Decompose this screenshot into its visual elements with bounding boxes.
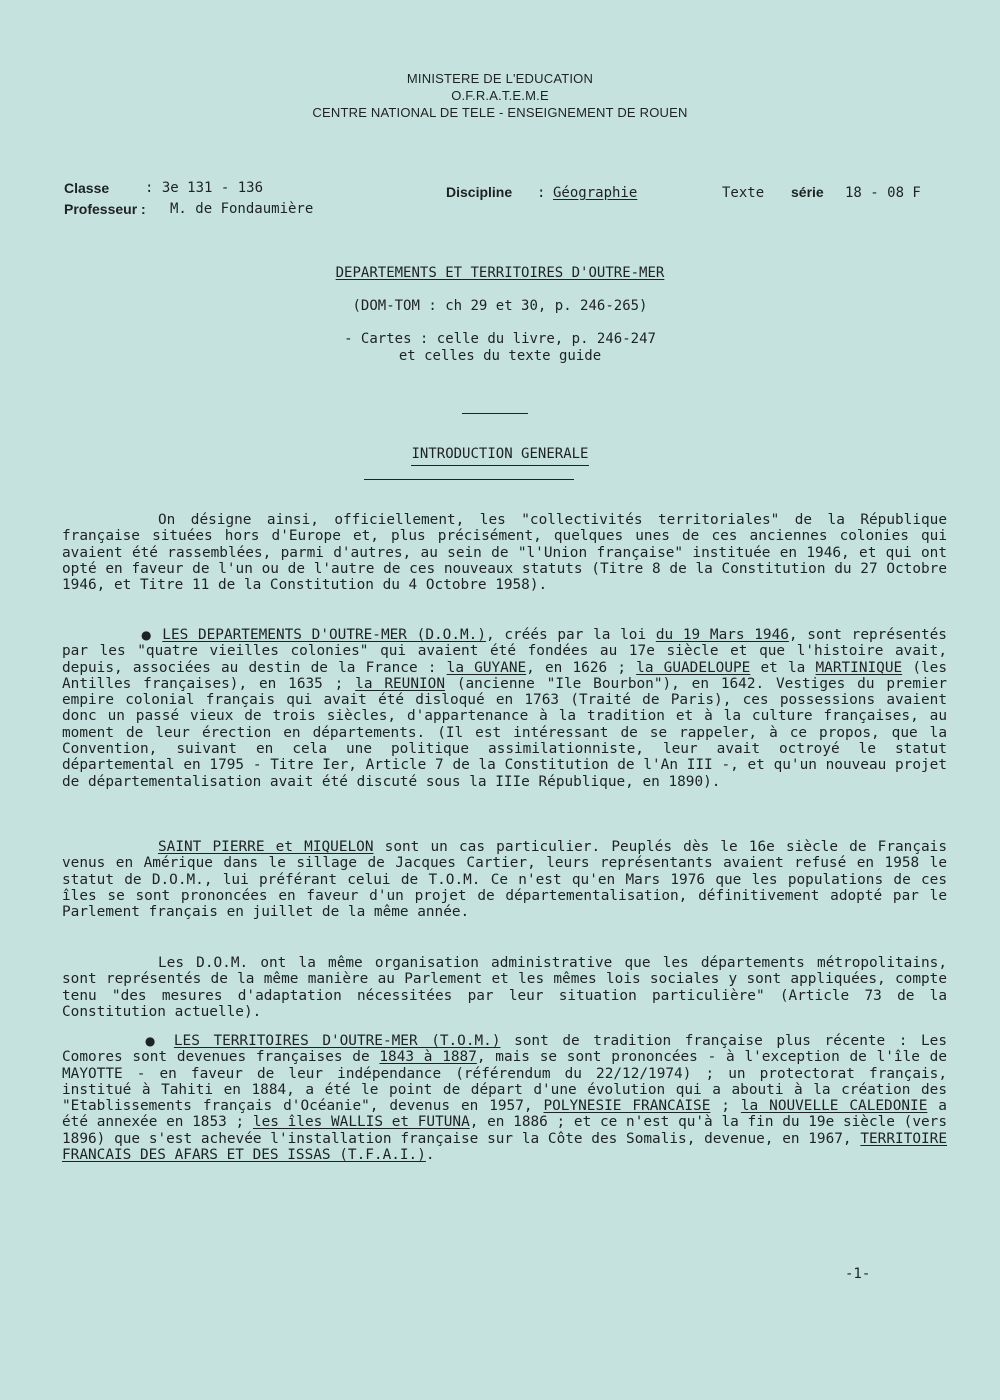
paragraph-dom: ● LES DEPARTEMENTS D'OUTRE-MER (D.O.M.), créés par la loi du 19 Mars 1946, sont représentés par les "quatre vieilles colonies" qui avaient été fondées au 17e siècle et que l'histoire avait, depuis, associées au destin de la France : la GUYANE, en 1626 ; la GUADELOUPE et la MARTINIQUE (les Antilles françaises), en 1635 ; la REUNION (ancienne "Ile Bourbon"), en 1642. Vestiges du premier empire colonial français qui avait été disloqué en 1763 (Traité de Paris), ces possessions avaient donc un passé vieux de trois siècles, d'appartenance à la tradition et à la culture françaises, au moment de leur érection en départements. (Il est intéressant de se rappeler, à ce propos, que la Convention, suivant en cela une politique assimilationniste, leur avait octroyé le statut départemental en 1795 - Titre Ier, Article 7 de la Constitution de l'An III -, et qu'un nouveau projet de départementalisation avait été discuté sous la IIIe République, en 1890).: [62, 627, 947, 790]
discipline-colon: :: [537, 185, 546, 201]
intro-heading: INTRODUCTION GENERALE: [0, 446, 1000, 466]
document-subtitle: (DOM-TOM : ch 29 et 30, p. 246-265): [352, 298, 648, 314]
bullet-icon: ●: [140, 628, 153, 642]
page-number: -1-: [845, 1266, 871, 1282]
serie-value: 18 - 08 F: [845, 185, 921, 201]
organisation-line: O.F.R.A.T.E.M.E: [451, 88, 549, 103]
texte-label: Texte: [722, 185, 765, 201]
professeur-label: Professeur :: [64, 201, 146, 217]
separator-dash: [462, 413, 528, 414]
spm-heading: SAINT PIERRE et MIQUELON: [158, 839, 374, 855]
intro-rule: [364, 479, 574, 480]
paragraph-dom-organisation: Les D.O.M. ont la même organisation administrative que les départements métropolitains, sont représentés de la même manière au Parlement et les mêmes lois sociales y sont appliquées, compte tenu "des mesures d'adaptation nécessitées par leur situation particulière" (Article 73 de la Constitution actuelle).: [62, 955, 947, 1020]
discipline-value: Géographie: [553, 185, 638, 201]
paragraph-tom: ● LES TERRITOIRES D'OUTRE-MER (T.O.M.) sont de tradition française plus récente : Les Comores sont devenues françaises de 1843 à 1887, mais se sont prononcées - à l'exception de l'île de MAYOTTE - en faveur de leur indépendance (référendum du 22/12/1974) ; un protectorat français, institué à Tahiti en 1884, a été le point de départ d'une évolution qui a abouti à la création des "Etablissements français d'Océanie", devenus en 1957, POLYNESIE FRANCAISE ; la NOUVELLE CALEDONIE a été annexée en 1853 ; les îles WALLIS et FUTUNA, en 1886 ; et ce n'est qu'à la fin du 19e siècle (vers 1896) que s'est achevée l'installation française sur la Côte des Somalis, devenue, en 1967, TERRITOIRE FRANCAIS DES AFARS ET DES ISSAS (T.F.A.I.).: [62, 1033, 947, 1164]
ministry-header: [0, 70, 1000, 121]
classe-value: : 3e 131 - 136: [145, 180, 264, 196]
classe-label: Classe: [64, 180, 110, 196]
maps-line-1: - Cartes : celle du livre, p. 246-247: [344, 331, 656, 347]
dom-heading: LES DEPARTEMENTS D'OUTRE-MER (D.O.M.): [162, 627, 486, 643]
serie-label: série: [791, 184, 824, 200]
document-title: DEPARTEMENTS ET TERRITOIRES D'OUTRE-MER: [335, 265, 665, 281]
discipline-label: Discipline: [446, 184, 513, 200]
tom-heading: LES TERRITOIRES D'OUTRE-MER (T.O.M.): [173, 1033, 501, 1049]
paragraph-intro: On désigne ainsi, officiellement, les "collectivités territoriales" de la République française situées hors d'Europe et, plus précisément, quelques unes de ces anciennes colonies qui avaient été rassemblées, parmi d'autres, au sein de "l'Union française" instituée en 1946, et qui ont opté en faveur de l'un ou de l'autre de ces nouveaux statuts (Titre 8 de la Constitution du 27 Octobre 1946, et Titre 11 de la Constitution du 4 Octobre 1958).: [62, 512, 947, 594]
centre-line: CENTRE NATIONAL DE TELE - ENSEIGNEMENT DE ROUEN: [312, 105, 688, 120]
maps-line-2: et celles du texte guide: [398, 348, 602, 364]
bullet-icon: ●: [140, 1034, 161, 1048]
professeur-value: M. de Fondaumière: [170, 201, 314, 217]
paragraph-saint-pierre: SAINT PIERRE et MIQUELON sont un cas particulier. Peuplés dès le 16e siècle de Français venus en Amérique dans le sillage de Jacques Cartier, leurs représentants avaient refusé en 1958 le statut de D.O.M., lui préférant celui de T.O.M. Ce n'est qu'en Mars 1976 que les populations de ces îles se sont prononcées en faveur d'un projet de départementalisation, définitivement adopté par le Parlement français en juillet de la même année.: [62, 839, 947, 921]
ministry-line: MINISTERE DE L'EDUCATION: [406, 71, 594, 86]
